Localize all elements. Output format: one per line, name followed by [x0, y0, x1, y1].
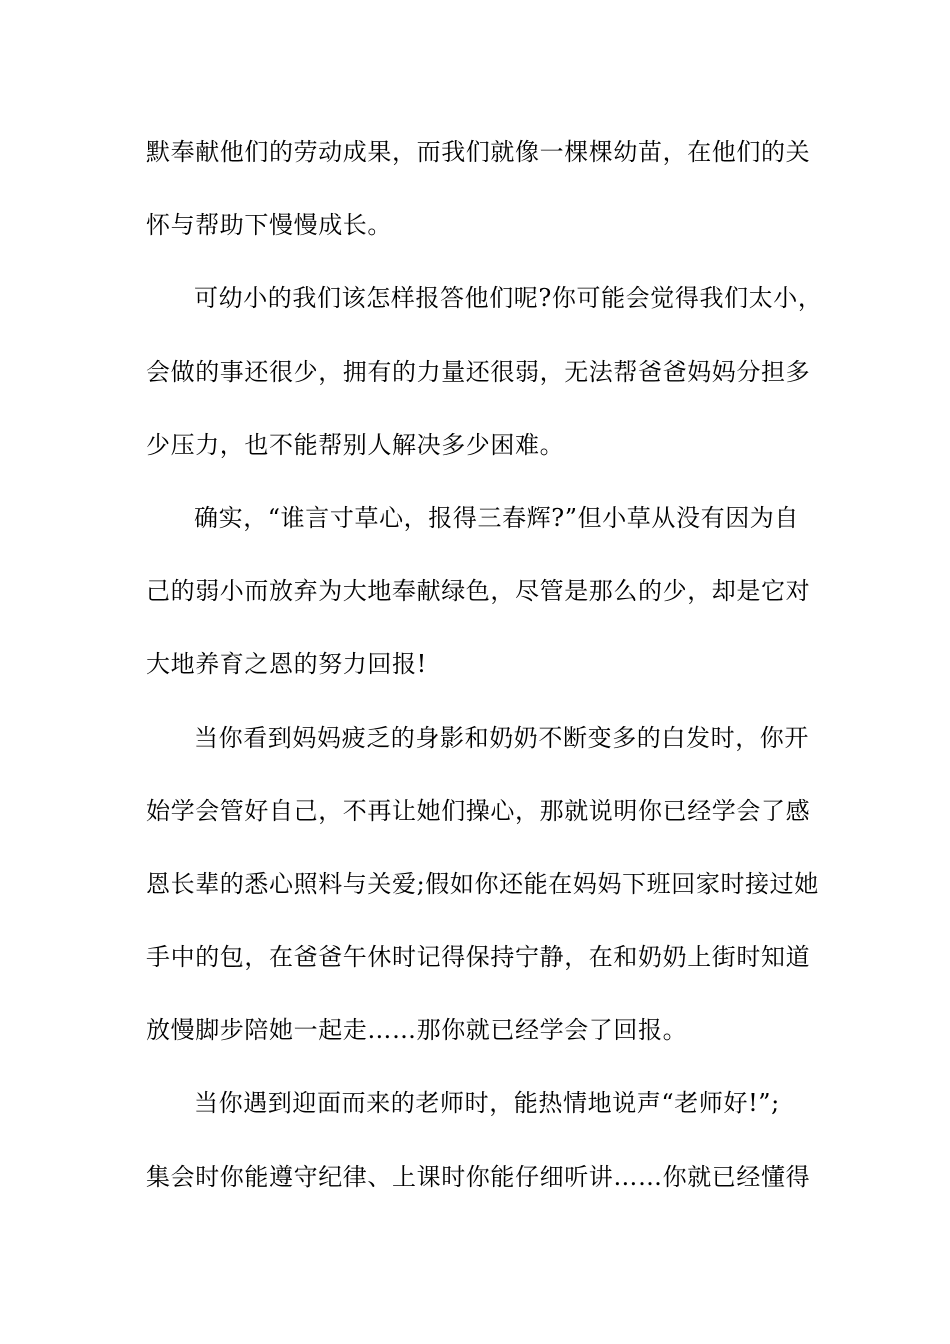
text-line: 恩长辈的悉心照料与关爱;假如你还能在妈妈下班回家时接过她 — [146, 869, 819, 898]
paragraph-first-line: 当你看到妈妈疲乏的身影和奶奶不断变多的白发时，你开 — [194, 723, 809, 752]
body-text — [146, 116, 823, 1214]
text-line: 少压力，也不能帮别人解决多少困难。 — [146, 430, 565, 459]
text-line: 己的弱小而放弃为大地奉献绿色，尽管是那么的少，却是它对 — [146, 577, 811, 606]
paragraph-first-line: 确实，“谁言寸草心，报得三春辉?”但小草从没有因为自 — [194, 503, 800, 532]
text-line: 集会时你能遵守纪律、上课时你能仔细听讲……你就已经懂得 — [146, 1162, 811, 1191]
text-line: 会做的事还很少，拥有的力量还很弱，无法帮爸爸妈妈分担多 — [146, 357, 811, 386]
text-line: 默奉献他们的劳动成果，而我们就像一棵棵幼苗，在他们的关 — [146, 138, 811, 166]
text-line: 始学会管好自己，不再让她们操心，那就说明你已经学会了感 — [146, 796, 811, 825]
text-line: 手中的包，在爸爸午休时记得保持宁静，在和奶奶上街时知道 — [146, 943, 811, 972]
text-line: 大地养育之恩的努力回报! — [146, 650, 427, 679]
paragraph-first-line: 当你遇到迎面而来的老师时，能热情地说声“老师好!”; — [194, 1089, 780, 1118]
text-line: 怀与帮助下慢慢成长。 — [146, 211, 392, 240]
text-line: 放慢脚步陪她一起走……那你就已经学会了回报。 — [146, 1016, 688, 1045]
paragraph-first-line: 可幼小的我们该怎样报答他们呢?你可能会觉得我们太小， — [194, 284, 823, 313]
